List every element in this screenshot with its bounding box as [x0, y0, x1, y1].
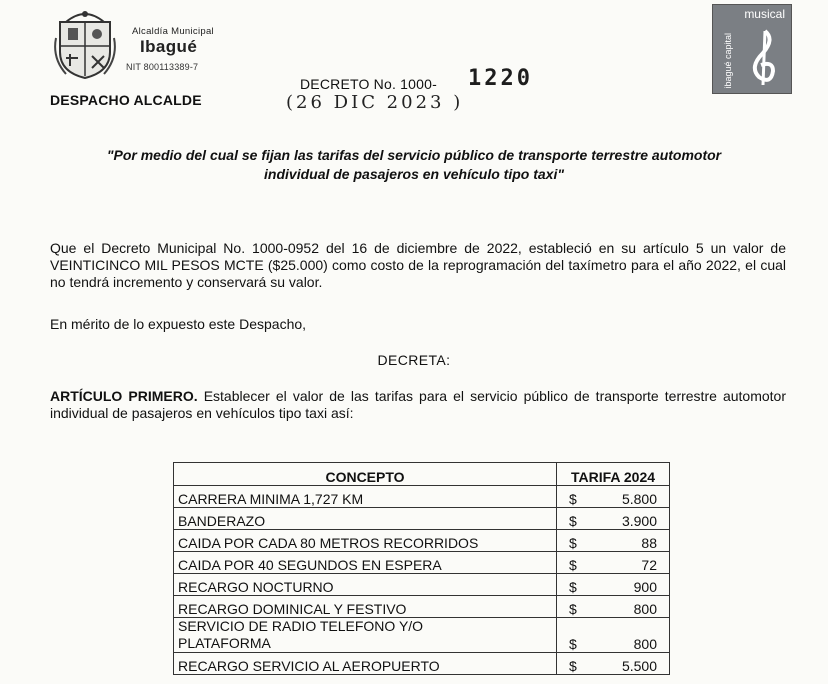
row-currency: $ [569, 535, 577, 551]
decree-title-line2: individual de pasajeros en vehículo tipo taxi" [264, 166, 564, 182]
table-row [174, 618, 670, 653]
row-currency: $ [569, 658, 577, 674]
row-concept: BANDERAZO [174, 508, 557, 530]
row-amount: 900 [633, 579, 657, 595]
row-concept: RECARGO DOMINICAL Y FESTIVO [174, 596, 557, 618]
row-currency: $ [569, 513, 577, 529]
logo-vertical-text: ibagué capital [723, 33, 733, 89]
article-one-lead: ARTÍCULO PRIMERO. [50, 388, 198, 404]
row-concept: RECARGO NOCTURNO [174, 574, 557, 596]
row-tarifa [557, 530, 670, 552]
row-amount: 5.800 [621, 491, 657, 507]
row-tarifa [557, 552, 670, 574]
row-tarifa [557, 596, 670, 618]
decree-label: DECRETO No. 1000- [300, 76, 437, 92]
row-currency: $ [569, 491, 577, 507]
row-concept: CAIDA POR CADA 80 METROS RECORRIDOS [174, 530, 557, 552]
row-concept: RECARGO SERVICIO AL AEROPUERTO [174, 653, 557, 675]
row-amount: 800 [633, 636, 657, 652]
treble-clef-icon [743, 27, 783, 87]
header-tarifa: TARIFA 2024 [557, 463, 670, 486]
merit-paragraph: En mérito de lo expuesto este Despacho, [50, 316, 307, 332]
article-one [50, 388, 786, 422]
row-tarifa [557, 653, 670, 675]
row-currency: $ [569, 579, 577, 595]
table-row [174, 508, 670, 530]
considerando-paragraph: Que el Decreto Municipal No. 1000-0952 del 16 de diciembre de 2022, estableció en su artículo 5 un valor de VEINTICINCO MIL PESOS MCTE ($25.000) como costo de la reprogramación del taxímetro para el año 2022, el cual no tendrá incremento y conservará su valor. [50, 240, 786, 290]
table-header-row [174, 463, 670, 486]
header-concept: CONCEPTO [174, 463, 557, 486]
logo-word: musical [744, 7, 785, 21]
decree-title [0, 146, 828, 184]
table-row [174, 552, 670, 574]
decree-title-line1: "Por medio del cual se fijan las tarifas del servicio público de transporte terrestre automotor [106, 147, 722, 163]
table-row [174, 486, 670, 508]
ibague-musical-logo [712, 4, 792, 94]
tariff-table [173, 462, 670, 675]
row-concept: CAIDA POR 40 SEGUNDOS EN ESPERA [174, 552, 557, 574]
office-heading: DESPACHO ALCALDE [50, 92, 202, 108]
municipal-crest-icon [52, 8, 118, 82]
row-amount: 72 [641, 557, 657, 573]
row-amount: 800 [633, 601, 657, 617]
row-amount: 3.900 [621, 513, 657, 529]
municipality-name: Alcaldía Municipal [132, 26, 214, 37]
table-row [174, 596, 670, 618]
row-currency: $ [569, 557, 577, 573]
row-tarifa [557, 618, 670, 653]
table-row [174, 653, 670, 675]
municipality-nit: NIT 800113389-7 [126, 62, 199, 72]
table-row [174, 530, 670, 552]
row-currency: $ [569, 636, 577, 652]
row-concept-text: SERVICIO DE RADIO TELEFONO Y/O PLATAFORMA [178, 618, 424, 651]
decree-date-stamp: (26 DIC 2023 ) [286, 92, 464, 113]
row-tarifa [557, 574, 670, 596]
row-amount: 88 [641, 535, 657, 551]
row-concept: CARRERA MINIMA 1,727 KM [174, 486, 557, 508]
row-tarifa [557, 508, 670, 530]
row-currency: $ [569, 601, 577, 617]
row-concept [174, 618, 557, 653]
row-amount: 5.500 [621, 658, 657, 674]
municipality-city: Ibagué [140, 37, 198, 56]
decree-number-stamp: 1220 [468, 66, 533, 91]
row-tarifa [557, 486, 670, 508]
article-one-text: Establecer el valor de las tarifas para el servicio público de transporte terrestre automotor individual de pasajeros en vehículos tipo taxi así: [50, 388, 786, 421]
decreta-heading: DECRETA: [377, 352, 451, 368]
table-row [174, 574, 670, 596]
